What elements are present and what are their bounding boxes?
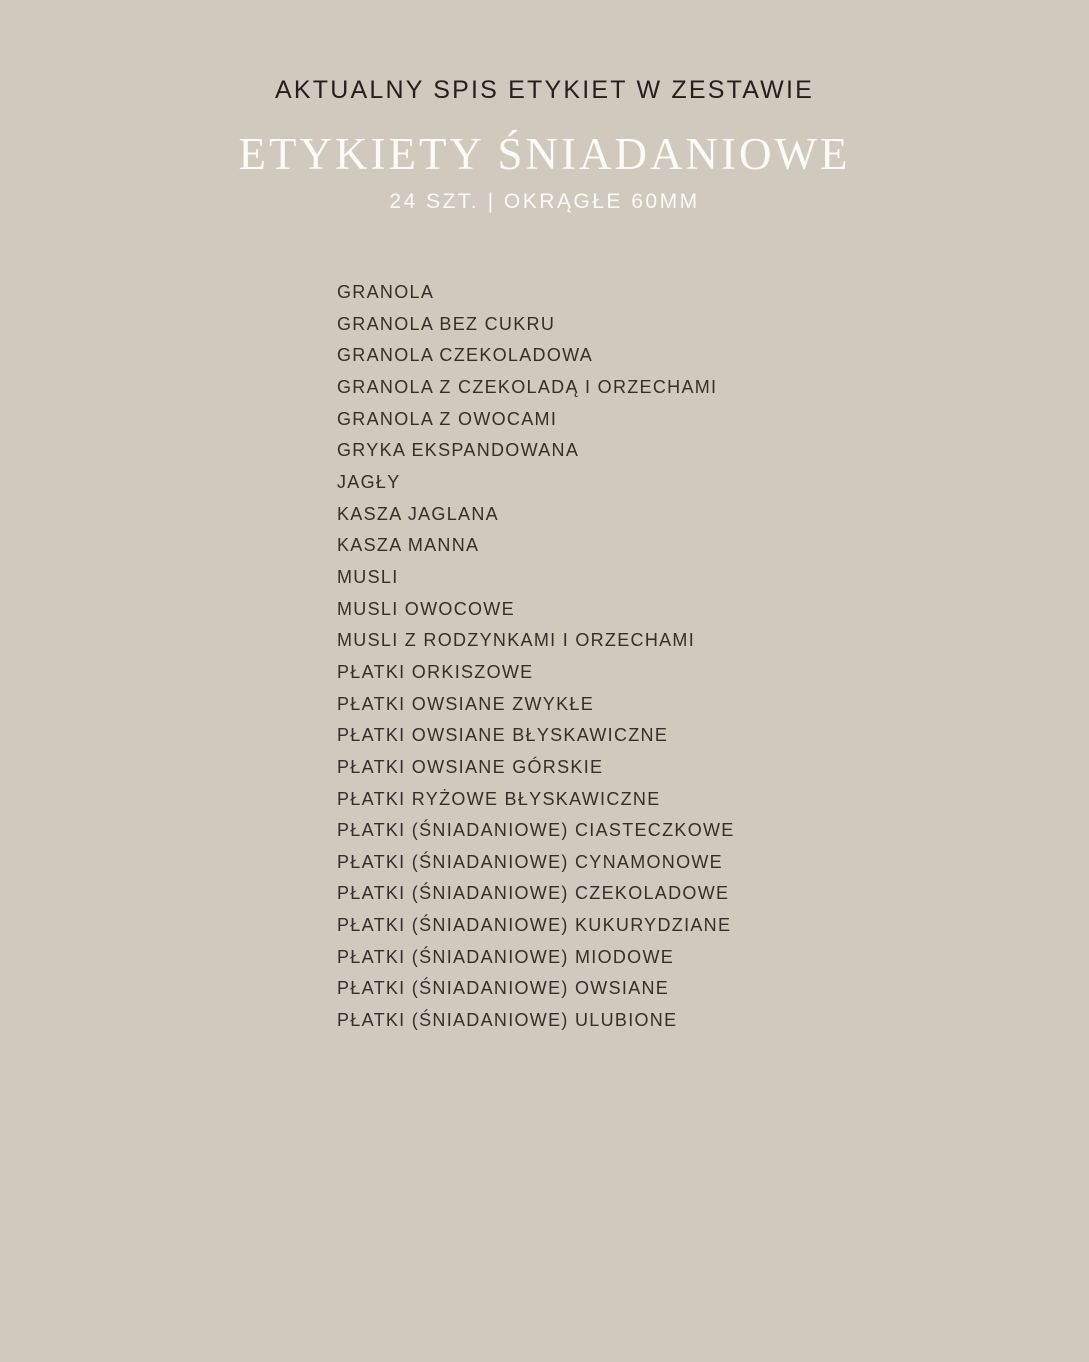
list-item: MUSLI Z RODZYNKAMI I ORZECHAMI	[337, 630, 696, 651]
list-item: PŁATKI OWSIANE BŁYSKAWICZNE	[337, 725, 669, 746]
list-item: KASZA JAGLANA	[337, 503, 499, 524]
list-item: PŁATKI (ŚNIADANIOWE) KUKURYDZIANE	[337, 915, 732, 936]
list-item: PŁATKI (ŚNIADANIOWE) OWSIANE	[337, 978, 670, 999]
list-item: PŁATKI (ŚNIADANIOWE) CIASTECZKOWE	[337, 820, 735, 841]
list-item: JAGŁY	[337, 471, 401, 492]
list-item: PŁATKI (ŚNIADANIOWE) CZEKOLADOWE	[337, 883, 730, 904]
list-item: GRANOLA	[337, 282, 435, 302]
list-item: PŁATKI OWSIANE GÓRSKIE	[337, 756, 604, 777]
list-item: GRANOLA CZEKOLADOWA	[337, 345, 594, 366]
list-item: PŁATKI (ŚNIADANIOWE) CYNAMONOWE	[337, 851, 723, 872]
list-item: KASZA MANNA	[337, 535, 480, 556]
list-item: MUSLI OWOCOWE	[337, 598, 515, 619]
list-item: PŁATKI (ŚNIADANIOWE) ULUBIONE	[337, 1010, 678, 1031]
list-item: GRANOLA Z OWOCAMI	[337, 408, 558, 429]
list-item: GRYKA EKSPANDOWANA	[337, 440, 580, 461]
eyebrow-heading: AKTUALNY SPIS ETYKIET W ZESTAWIE	[274, 76, 814, 104]
list-item: MUSLI	[337, 566, 399, 587]
list-item: PŁATKI OWSIANE ZWYKŁE	[337, 693, 595, 714]
list-item: PŁATKI RYŻOWE BŁYSKAWICZNE	[337, 788, 661, 809]
label-list	[337, 277, 1037, 1037]
list-item: PŁATKI (ŚNIADANIOWE) MIODOWE	[337, 946, 675, 967]
list-item: GRANOLA BEZ CUKRU	[337, 313, 556, 334]
page-subtitle: 24 SZT. | OKRĄGŁE 60MM	[389, 190, 700, 213]
page-title: ETYKIETY ŚNIADANIOWE	[238, 129, 851, 179]
list-item: PŁATKI ORKISZOWE	[337, 661, 534, 682]
list-item: GRANOLA Z CZEKOLADĄ I ORZECHAMI	[337, 376, 718, 397]
